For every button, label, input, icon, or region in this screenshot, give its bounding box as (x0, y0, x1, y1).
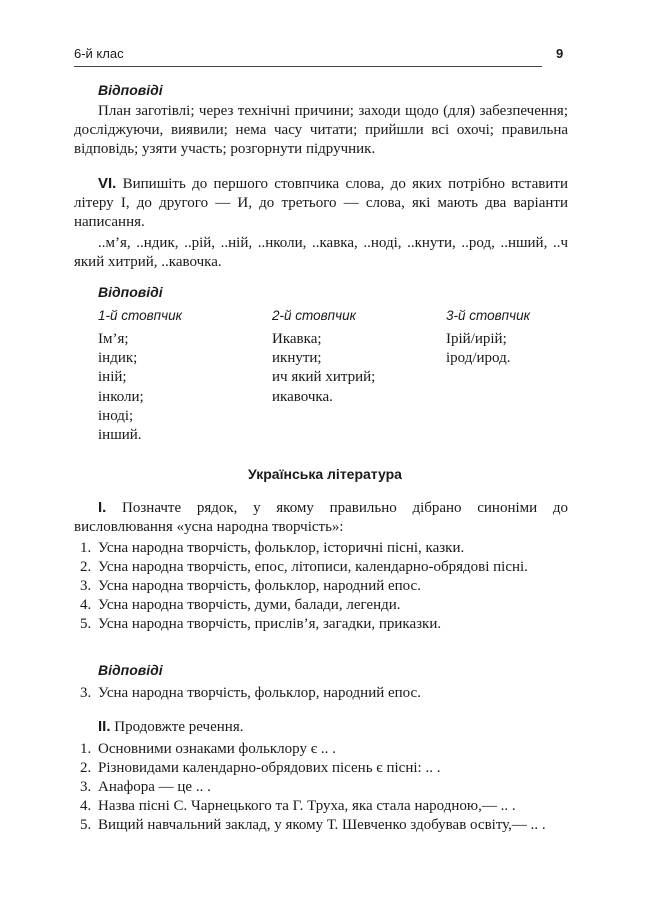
task-1 (74, 498, 568, 537)
page-header (74, 46, 542, 67)
column-2-list (272, 330, 375, 407)
column-3-item: ірод/ирод. (446, 350, 511, 367)
item-number: 2. (80, 559, 92, 575)
column-2-item: икнути; (272, 350, 322, 367)
column-1-item: іноді; (98, 407, 134, 424)
task-1-answer (74, 684, 568, 703)
item-text: Різновидами календарно-обрядових пісень є пісні: .. . (98, 760, 441, 776)
item-text: Основними ознаками фольклору є .. . (98, 741, 336, 757)
list-item (74, 539, 568, 558)
column-1-item: іній; (98, 369, 127, 386)
task-6-words: ..м’я, ..ндик, ..рій, ..ній, ..нколи, ..кавка, ..ноді, ..кнути, ..род, ..нший, ..ч який хитрий, ..кавочка. (74, 235, 568, 270)
column-2-item: икавочка. (272, 388, 333, 405)
column-2-title: 2-й стовпчик (272, 308, 356, 323)
item-number: 2. (80, 760, 92, 776)
list-item (74, 816, 568, 835)
item-number: 4. (80, 798, 92, 814)
task-2-number: II. (98, 718, 111, 735)
item-text: Усна народна творчість, прислів’я, загадки, приказки. (98, 616, 442, 632)
answer-text-1: План заготівлі; через технічні причини; заходи щодо (для) забезпечення; досліджуючи, виявили; нема часу читати; прийшли всі охочі; правильна відповідь; узяти участь; розгорнути підручник. (74, 103, 568, 157)
list-item (74, 558, 568, 577)
item-number: 3. (80, 685, 92, 701)
item-text: Усна народна творчість, епос, літописи, календарно-обрядові пісні. (98, 559, 528, 575)
list-item (74, 759, 568, 778)
task-6-number: VI. (98, 175, 117, 192)
answer-heading-3: Відповіді (98, 662, 163, 678)
task-2 (74, 717, 568, 737)
list-item (74, 740, 568, 759)
column-1-item: інший. (98, 427, 142, 444)
item-number: 1. (80, 540, 92, 556)
task-1-options (74, 539, 568, 634)
column-3-title: 3-й стовпчик (446, 308, 530, 323)
section-title: Українська література (248, 466, 402, 482)
list-item (74, 596, 568, 615)
item-number: 5. (80, 616, 92, 632)
task-1-number: I. (98, 499, 107, 516)
list-item (74, 615, 568, 634)
item-text: Усна народна творчість, фольклор, народний епос. (98, 578, 421, 594)
task-2-options (74, 740, 568, 835)
item-text: Усна народна творчість, фольклор, народний епос. (98, 685, 421, 701)
task-6-text: Випишіть до першого стовпчика слова, до яких потрібно вставити літеру І, до другого — И, до третього — слова, які мають два варіанти написання. (74, 176, 568, 230)
column-3-item: Ірій/ирій; (446, 331, 507, 347)
column-1-list (98, 330, 144, 445)
header-class-label: 6-й клас (74, 46, 124, 61)
item-text: Вищий навчальний заклад, у якому Т. Шевченко здобував освіту,— .. . (98, 817, 546, 833)
task-2-text: Продовжте речення. (110, 719, 244, 735)
task-6 (74, 174, 568, 232)
column-1-item: індик; (98, 350, 138, 367)
item-text: Анафора — це .. . (98, 779, 211, 795)
column-1-title: 1-й стовпчик (98, 308, 182, 323)
column-2-item: Икавка; (272, 331, 322, 347)
item-number: 4. (80, 597, 92, 613)
list-item (74, 577, 568, 596)
item-text: Усна народна творчість, фольклор, історичні пісні, казки. (98, 540, 465, 556)
page-number: 9 (556, 46, 564, 61)
item-number: 3. (80, 578, 92, 594)
item-number: 3. (80, 779, 92, 795)
column-3-list (446, 330, 511, 368)
list-item (74, 797, 568, 816)
list-item (74, 778, 568, 797)
column-2-item: ич який хитрий; (272, 369, 376, 386)
column-1-item: інколи; (98, 388, 144, 405)
item-number: 1. (80, 741, 92, 757)
task-1-text: Позначте рядок, у якому правильно дібрано синоніми до висловлювання «усна народна творчість»: (74, 500, 568, 535)
answer-heading-1: Відповіді (98, 82, 163, 98)
item-text: Назва пісні С. Чарнецького та Г. Труха, яка стала народною,— .. . (98, 798, 516, 814)
answer-heading-2: Відповіді (98, 284, 163, 300)
list-item (74, 684, 568, 703)
column-1-item: Ім’я; (98, 331, 129, 347)
item-number: 5. (80, 817, 92, 833)
item-text: Усна народна творчість, думи, балади, легенди. (98, 597, 401, 613)
